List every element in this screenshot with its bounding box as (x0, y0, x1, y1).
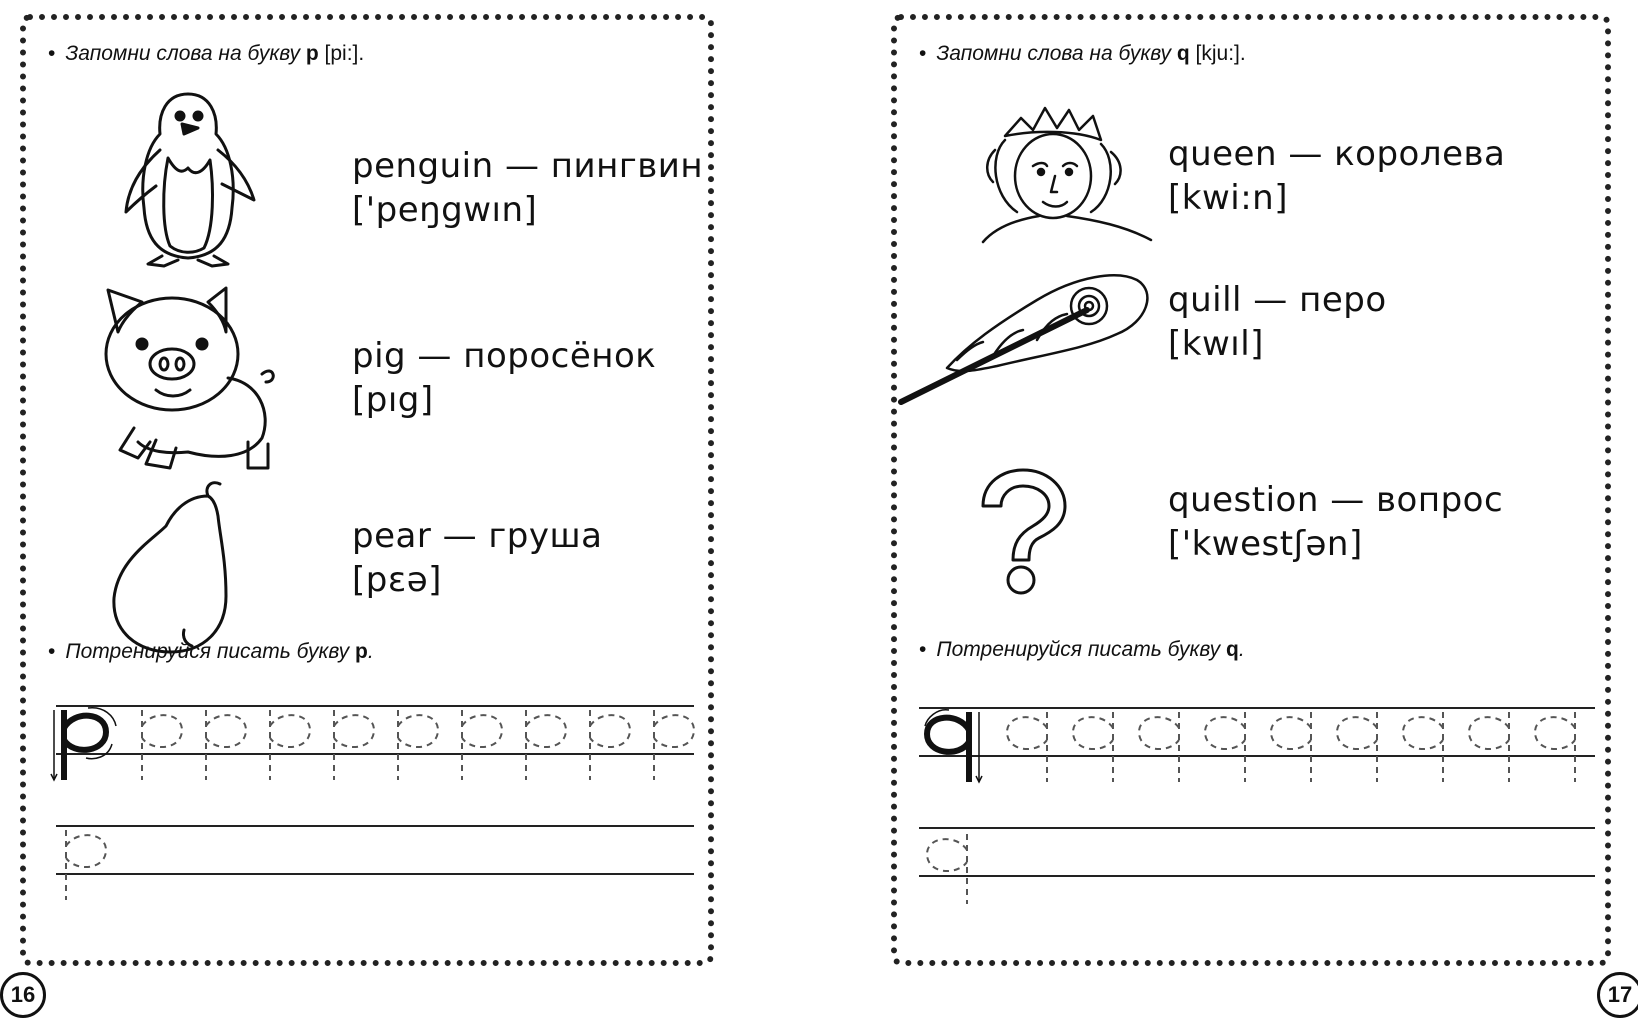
pear-icon (108, 480, 248, 656)
page-right (891, 14, 1633, 1007)
instruction-practice-p: • Потренируйся писать букву p. (48, 640, 374, 663)
question-mark-icon (977, 466, 1069, 598)
queen-icon (975, 100, 1155, 246)
word-queen: queen — королева [kwi:n] (1168, 134, 1506, 218)
instruction-practice-q: • Потренируйся писать букву q. (919, 638, 1245, 661)
page-number-right: 17 (1597, 972, 1638, 1018)
page-left (10, 14, 714, 1007)
word-pig: pig — поросёнок [pıg] (352, 336, 657, 420)
penguin-icon (118, 88, 258, 274)
page-number-left: 16 (0, 972, 46, 1018)
word-penguin: penguin — пингвин ['peŋgwın] (352, 146, 704, 230)
quill-icon (897, 270, 1159, 406)
pig-icon (98, 282, 280, 478)
practice-lines-q (919, 696, 1599, 906)
practice-lines-p (48, 696, 698, 906)
word-quill: quill — перо [kwıl] (1168, 280, 1387, 364)
instruction-remember-q: • Запомни слова на букву q [kju:]. (919, 42, 1246, 65)
word-question: question — вопрос ['kwestʃən] (1168, 480, 1504, 564)
word-pear: pear — груша [pεə] (352, 516, 603, 600)
instruction-remember-p: • Запомни слова на букву p [pi:]. (48, 42, 365, 65)
